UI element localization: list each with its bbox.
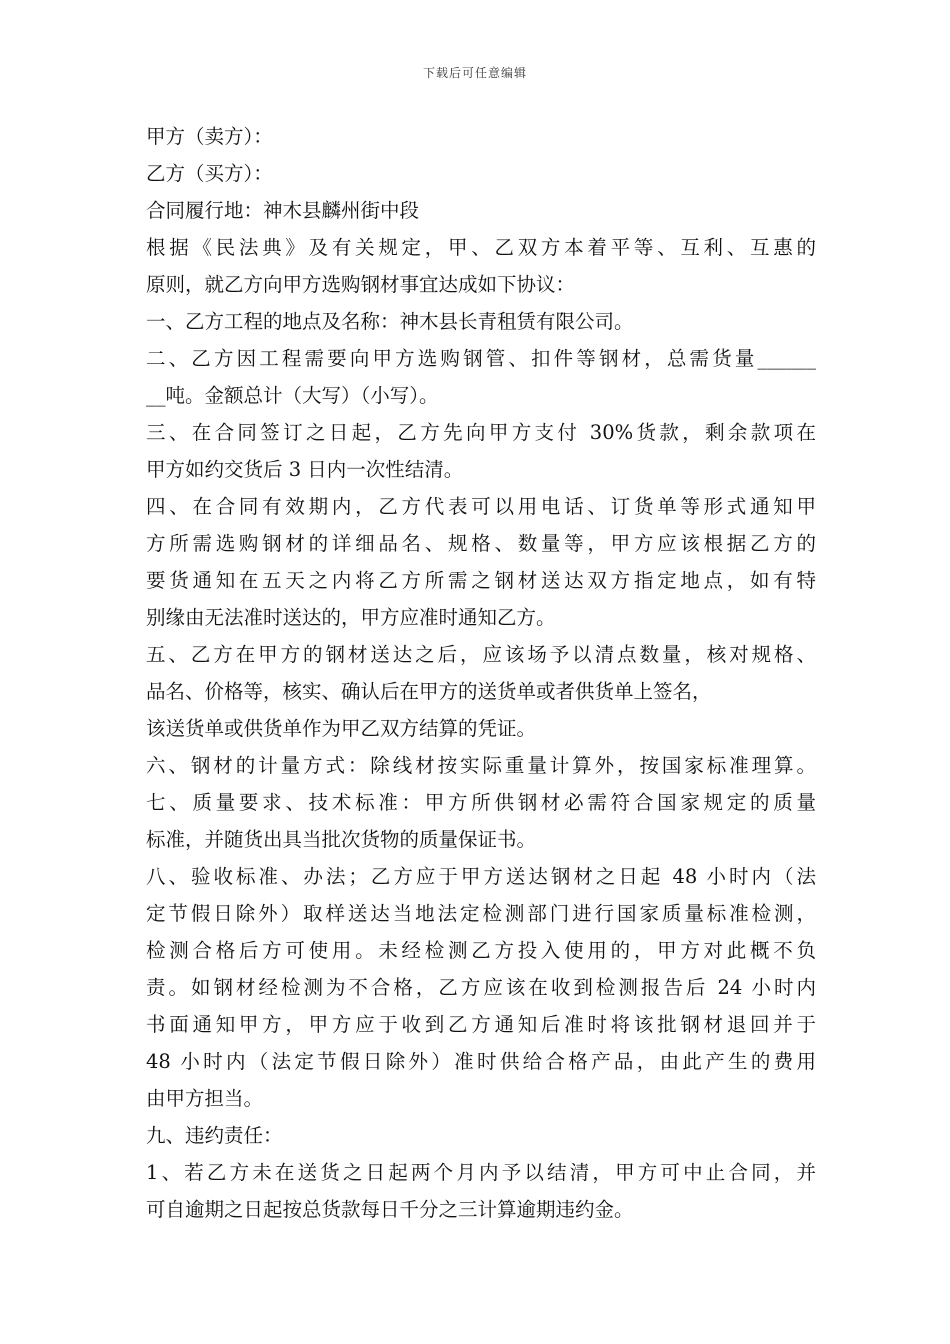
contract-line: 三、在合同签订之日起，乙方先向甲方支付 30%货款，剩余款项在	[146, 421, 816, 444]
contract-line: 48 小时内（法定节假日除外）准时供给合格产品，由此产生的费用	[146, 1050, 816, 1073]
contract-line: 根据《民法典》及有关规定，甲、乙双方本着平等、互利、互惠的	[146, 236, 816, 259]
contract-line: 1、若乙方未在送货之日起两个月内予以结清，甲方可中止合同，并	[146, 1161, 816, 1184]
contract-line: 书面通知甲方，甲方应于收到乙方通知后准时将该批钢材退回并于	[146, 1013, 816, 1036]
contract-line: 甲方如约交货后 3 日内一次性结清。	[146, 458, 464, 481]
contract-line: 乙方（买方）：	[146, 162, 273, 185]
contract-line: 一、乙方工程的地点及名称：神木县长青租赁有限公司。	[146, 310, 634, 333]
contract-body	[146, 118, 816, 1228]
contract-line: 检测合格后方可使用。未经检测乙方投入使用的，甲方对此概不负	[146, 939, 816, 962]
contract-line: 标准，并随货出具当批次货物的质量保证书。	[146, 828, 537, 851]
contract-line: 要货通知在五天之内将乙方所需之钢材送达双方指定地点，如有特	[146, 569, 816, 592]
contract-line: 可自逾期之日起按总货款每日千分之三计算逾期违约金。	[146, 1198, 634, 1221]
contract-line: 方所需选购钢材的详细品名、规格、数量等，甲方应该根据乙方的	[146, 532, 816, 555]
contract-line: 定节假日除外）取样送达当地法定检测部门进行国家质量标准检测，	[146, 902, 816, 925]
contract-line: 合同履行地：神木县麟州街中段	[146, 199, 420, 222]
contract-line: __吨。金额总计（大写）（小写）。	[146, 384, 439, 407]
contract-line: 甲方（卖方）：	[146, 125, 273, 148]
contract-line: 品名、价格等，核实、确认后在甲方的送货单或者供货单上签名，	[146, 680, 712, 703]
header-note: 下载后可任意编辑	[422, 66, 527, 80]
contract-line: 别缘由无法准时送达的，甲方应准时通知乙方。	[146, 606, 556, 629]
contract-line: 四、在合同有效期内，乙方代表可以用电话、订货单等形式通知甲	[146, 495, 816, 518]
contract-line: 责。如钢材经检测为不合格，乙方应该在收到检测报告后 24 小时内	[146, 976, 816, 999]
contract-line: 原则，就乙方向甲方选购钢材事宜达成如下协议：	[146, 273, 576, 296]
contract-line: 五、乙方在甲方的钢材送达之后，应该场予以清点数量，核对规格、	[146, 643, 816, 666]
contract-line: 八、验收标准、办法；乙方应于甲方送达钢材之日起 48 小时内（法	[146, 865, 816, 888]
contract-line: 由甲方担当。	[146, 1087, 264, 1110]
contract-line: 七、质量要求、技术标准：甲方所供钢材必需符合国家规定的质量	[146, 791, 816, 814]
contract-line: 二、乙方因工程需要向甲方选购钢管、扣件等钢材，总需货量______	[146, 347, 816, 370]
contract-line: 六、钢材的计量方式：除线材按实际重量计算外，按国家标准理算。	[146, 754, 816, 777]
contract-line: 该送货单或供货单作为甲乙双方结算的凭证。	[146, 717, 537, 740]
contract-line: 九、违约责任：	[146, 1124, 283, 1147]
